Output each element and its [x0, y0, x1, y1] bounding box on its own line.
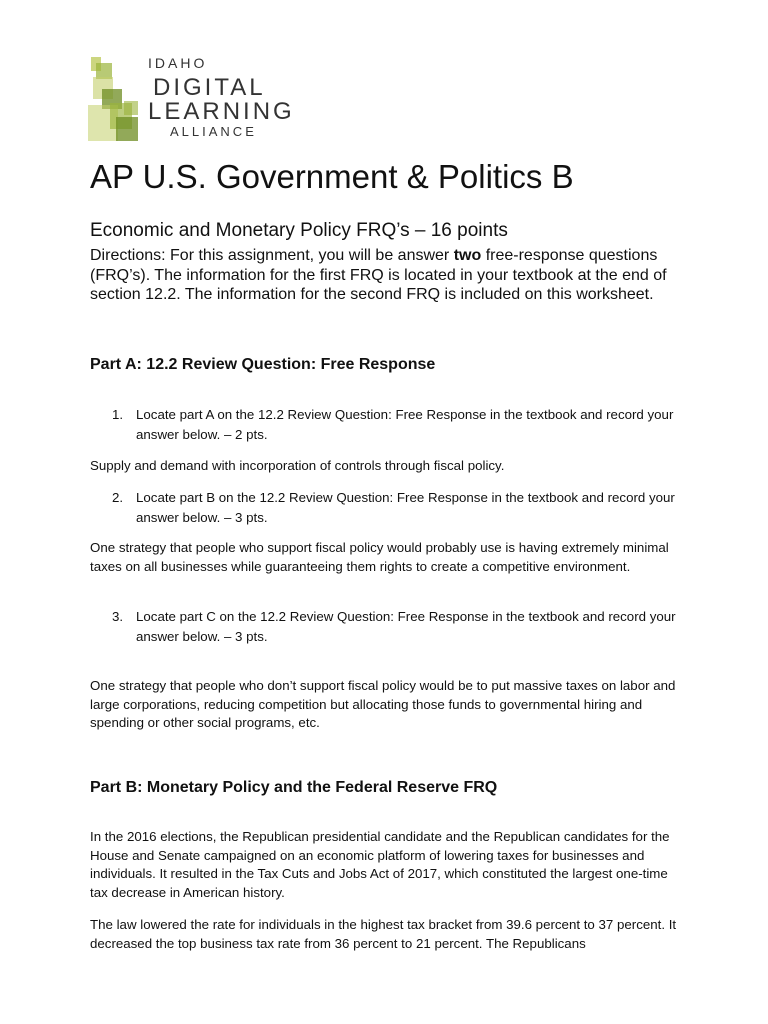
directions-before: Directions: For this assignment, you will be answer [90, 247, 454, 264]
question-number: 2. [112, 490, 124, 505]
logo-line-alliance: ALLIANCE [170, 124, 257, 139]
logo-line-digital: DIGITAL [153, 74, 266, 101]
directions-text [90, 246, 690, 305]
answer-1: Supply and demand with incorporation of controls through fiscal policy. [90, 458, 505, 473]
answer-3: One strategy that people who don’t support fiscal policy would be to put massive taxes on labor and large corporations, reducing competition but allocating those funds to governmental hiring and spending or other social programs, etc. [90, 678, 676, 730]
answer-2: One strategy that people who support fiscal policy would probably use is having extremely minimal taxes on all businesses while guaranteeing them rights to create a competitive environment. [90, 540, 669, 574]
question-text: Locate part A on the 12.2 Review Question: Free Response in the textbook and record your answer below. – 2 pts. [136, 407, 674, 442]
question-number: 1. [112, 407, 124, 422]
question-number: 3. [112, 609, 124, 624]
part-b-paragraph-1: In the 2016 elections, the Republican presidential candidate and the Republican candidates for the House and Senate campaigned on an economic platform of lowering taxes for businesses and individuals. It resulted in the Tax Cuts and Jobs Act of 2017, which constituted the largest one-time tax decrease in American history. [90, 829, 670, 900]
part-b-paragraph-2: The law lowered the rate for individuals in the highest tax bracket from 39.6 percent to 37 percent. It decreased the top business tax rate from 36 percent to 21 percent. The Republicans [90, 917, 677, 951]
question-text: Locate part B on the 12.2 Review Question: Free Response in the textbook and record your answer below. – 3 pts. [136, 490, 675, 525]
logo-squares-icon [88, 55, 148, 145]
logo-line-learning: LEARNING [148, 98, 295, 125]
logo-line-idaho: IDAHO [148, 55, 208, 71]
document-title: AP U.S. Government & Politics B [90, 158, 574, 195]
document-subtitle: Economic and Monetary Policy FRQ’s – 16 points [90, 220, 508, 241]
part-b-heading: Part B: Monetary Policy and the Federal Reserve FRQ [90, 779, 498, 796]
directions-after: free-response questions (FRQ’s). The information for the first FRQ is located in your textbook at the end of section 12.2. The information for the second FRQ is included on this worksheet. [90, 247, 667, 303]
question-text: Locate part C on the 12.2 Review Question: Free Response in the textbook and record your answer below. – 3 pts. [136, 609, 676, 644]
part-a-heading: Part A: 12.2 Review Question: Free Response [90, 356, 436, 373]
logo [88, 55, 318, 145]
directions-bold: two [453, 247, 482, 264]
